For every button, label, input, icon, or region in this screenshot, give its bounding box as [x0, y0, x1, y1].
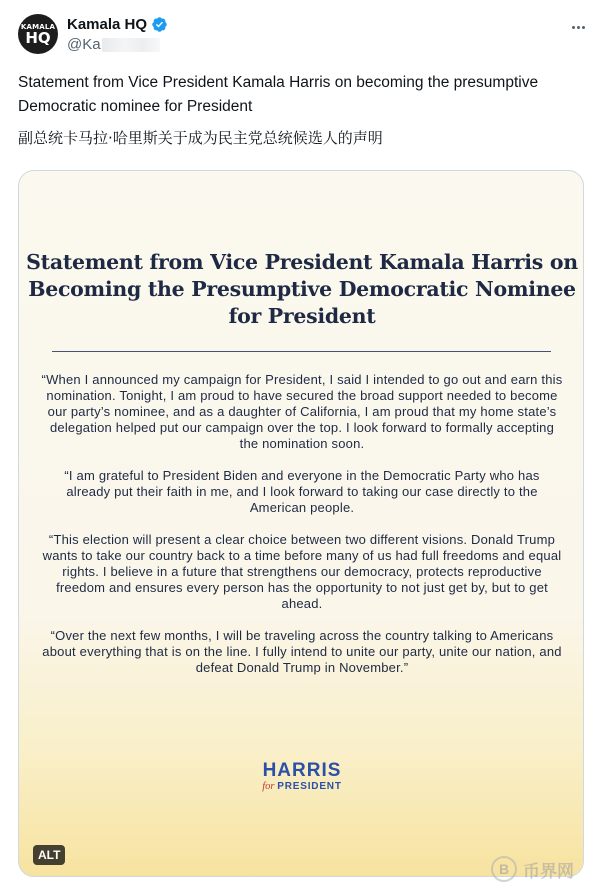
statement-paragraph: “When I announced my campaign for President, I said I intended to go out and earn this nomination. Tonight, I am proud to have secured the broad support needed to become our party’s nominee, and as a daughter of California, I am proud that my home state’s delegation helped put our campaign over the top. I look forward to formally accepting the nomination soon. — [41, 372, 563, 451]
statement-paragraph: “This election will present a clear choice between two different visions. Donald Trump wants to take our country back to a time before many of us had full freedoms and equal rights. I believe in a future that strengthens our democracy, protects reproductive freedom and ensures every person has the opportunity to not just get by, but to get ahead. — [42, 532, 562, 611]
avatar-text-top: KAMALA — [20, 22, 56, 31]
handle-row — [67, 36, 160, 53]
statement-body — [41, 372, 563, 692]
logo-harris: HARRIS — [262, 760, 342, 781]
tweet-text-translation: 副总统卡马拉·哈里斯关于成为民主党总统候选人的声明 — [18, 129, 383, 147]
site-watermark — [491, 852, 601, 886]
handle-redaction — [102, 38, 160, 52]
handle[interactable]: @Ka — [67, 36, 101, 53]
avatar-text-bottom: HQ — [25, 28, 51, 47]
logo-president: PRESIDENT — [277, 781, 342, 792]
title-divider — [52, 351, 551, 352]
verified-badge-icon — [151, 16, 168, 33]
more-horizontal-icon[interactable] — [566, 18, 590, 36]
watermark-coin-icon: B — [491, 856, 517, 882]
harris-for-president-logo — [19, 761, 584, 793]
tweet-header — [18, 14, 590, 58]
name-row — [67, 16, 168, 33]
statement-title: Statement from Vice President Kamala Harris on Becoming the Presumptive Democratic Nominee for President — [26, 250, 578, 328]
tweet-text: Statement from Vice President Kamala Harris on becoming the presumptive Democratic nominee for President — [18, 74, 539, 115]
display-name[interactable]: Kamala HQ — [67, 16, 148, 33]
statement-paragraph: “I am grateful to President Biden and everyone in the Democratic Party who has already put their faith in me, and I look forward to taking our case directly to the American people. — [64, 468, 540, 515]
alt-text-button[interactable]: ALT — [33, 845, 65, 865]
logo-subline — [19, 781, 584, 793]
logo-for: for — [262, 781, 275, 792]
watermark-text: 币界网 — [523, 861, 574, 882]
statement-paragraph: “Over the next few months, I will be traveling across the country talking to Americans about everything that is on the line. I fully intend to unite our party, unite our nation, and defeat Donald Trump in November.” — [42, 628, 562, 675]
tweet-media-image[interactable] — [18, 170, 584, 877]
avatar[interactable] — [18, 14, 58, 54]
